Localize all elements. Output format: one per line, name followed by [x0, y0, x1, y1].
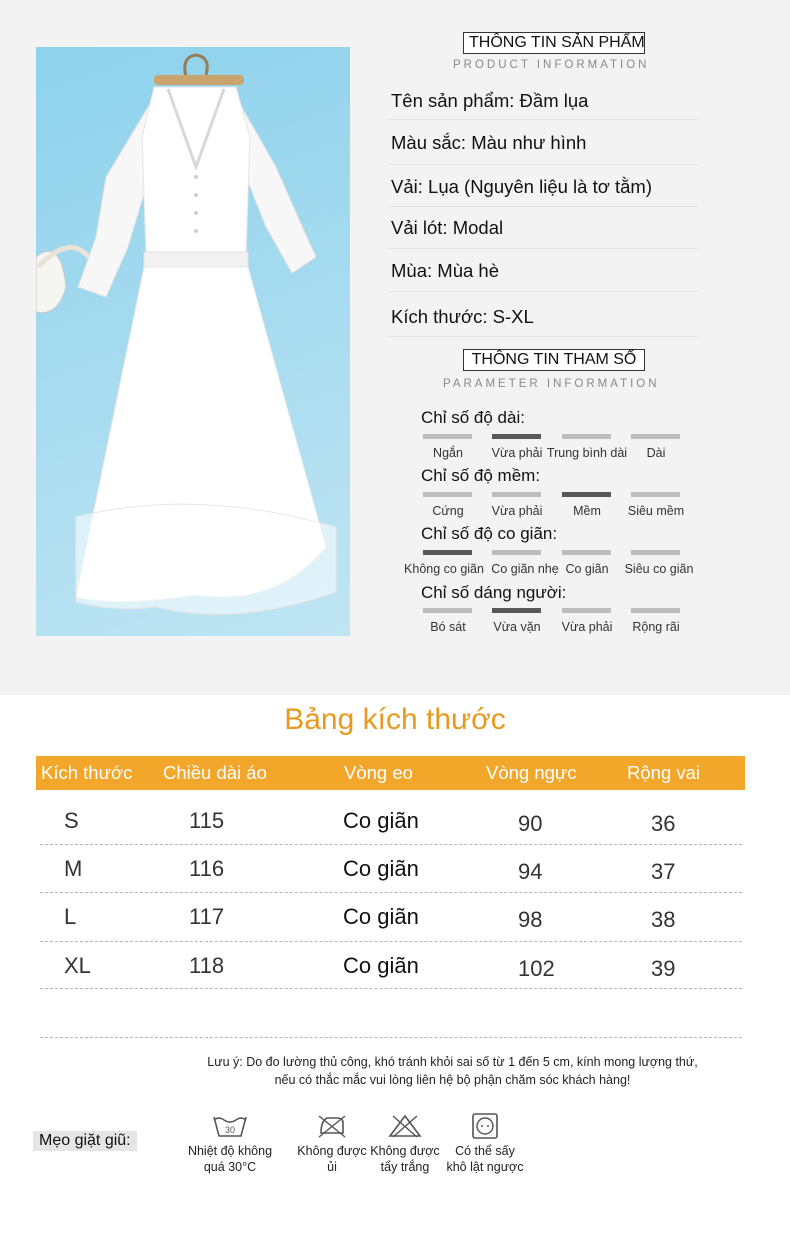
size-table-header: [36, 756, 745, 790]
scale-option: Co giãn: [565, 562, 609, 576]
info-row-name: [391, 89, 699, 113]
note-line-1: Lưu ý: Do đo lường thủ công, khó tránh khỏi sai số từ 1 đến 5 cm, kính mong lượng thứ,: [207, 1055, 698, 1069]
product-info-subtitle: PRODUCT INFORMATION: [453, 59, 650, 71]
scale-option: Vừa phải: [561, 620, 613, 634]
divider: [388, 336, 699, 337]
row-divider: [40, 988, 742, 989]
scale-bar: [423, 550, 472, 555]
product-info-title: THÔNG TIN SẢN PHẨM: [463, 32, 645, 54]
no-bleach-icon: [386, 1113, 424, 1139]
row-divider: [40, 844, 742, 845]
info-label: Kích thước:: [391, 306, 488, 327]
scale-option: Mềm: [573, 504, 601, 518]
row-divider: [40, 941, 742, 942]
table-cell: 98: [518, 907, 543, 932]
table-cell: 36: [651, 811, 676, 836]
row-divider: [40, 1037, 742, 1038]
scale-bar: [492, 608, 541, 613]
wash-temp: 30: [224, 1125, 236, 1135]
info-label: Vải lót:: [391, 217, 448, 238]
header-bust: Vòng ngực: [486, 762, 577, 783]
scale-option: Cứng: [432, 504, 464, 518]
info-value: Đầm lụa: [519, 90, 589, 111]
info-value: Modal: [452, 217, 504, 238]
info-row-color: [391, 131, 699, 155]
info-value: Lụa (Nguyên liệu là tơ tằm): [428, 176, 652, 197]
table-cell: L: [64, 904, 77, 929]
table-cell: 39: [651, 956, 676, 981]
care-line: khô lật ngược: [446, 1160, 524, 1174]
param-label-softness: Chỉ số độ mềm:: [421, 466, 541, 485]
info-label: Tên sản phẩm:: [391, 90, 515, 111]
care-label: Mẹo giặt giũ:: [33, 1131, 137, 1151]
care-text: [187, 1143, 273, 1175]
table-cell: 90: [518, 811, 543, 836]
scale-option: Trung bình dài: [546, 446, 628, 460]
info-row-season: [391, 259, 699, 283]
table-cell: Co giãn: [343, 904, 419, 929]
scale-bar: [562, 608, 611, 613]
table-cell: Co giãn: [343, 856, 419, 881]
care-item-dry: [442, 1113, 528, 1175]
header-shoulder: Rộng vai: [627, 762, 701, 783]
care-line: Có thể sấy: [455, 1144, 515, 1158]
table-cell: 102: [518, 956, 555, 981]
header-length: Chiều dài áo: [163, 762, 267, 783]
scale-option: Siêu mềm: [627, 504, 685, 518]
info-row-fabric: [391, 175, 699, 199]
scale-bar: [631, 608, 680, 613]
scale-option: Co giãn nhẹ: [491, 562, 559, 576]
scale-option: Ngắn: [433, 446, 463, 460]
scale-bar: [492, 492, 541, 497]
care-item-wash: [187, 1113, 273, 1175]
table-cell: 118: [189, 953, 225, 978]
table-cell: XL: [64, 953, 91, 978]
scale-bar: [562, 434, 611, 439]
info-value: Mùa hè: [437, 260, 499, 281]
param-info-subtitle: PARAMETER INFORMATION: [443, 378, 660, 390]
scale-bar: [423, 492, 472, 497]
header-size: Kích thước: [41, 762, 133, 783]
care-text: [442, 1143, 528, 1175]
scale-bar: [562, 550, 611, 555]
table-cell: Co giãn: [343, 808, 419, 833]
table-cell: 37: [651, 859, 676, 884]
scale-option: Vừa phải: [491, 504, 543, 518]
scale-option: Siêu co giãn: [624, 562, 694, 576]
table-cell: S: [64, 808, 79, 833]
param-label-fit: Chỉ số dáng người:: [421, 583, 567, 602]
care-line: tẩy trắng: [380, 1160, 430, 1174]
product-photo: [36, 47, 350, 636]
scale-bar: [631, 550, 680, 555]
info-row-size: [391, 305, 699, 329]
note-line-2: nếu có thắc mắc vui lòng liên hệ bộ phận chăm sóc khách hàng!: [274, 1073, 631, 1087]
info-value: Màu như hình: [471, 132, 587, 153]
param-label-length: Chỉ số độ dài:: [421, 408, 525, 427]
scale-option: Bó sát: [430, 620, 466, 634]
divider: [388, 248, 699, 249]
care-line: ủi: [327, 1160, 337, 1174]
table-cell: Co giãn: [343, 953, 419, 978]
info-label: Mùa:: [391, 260, 433, 281]
care-text: [362, 1143, 448, 1175]
table-cell: 115: [189, 808, 225, 833]
size-table-heading: Bảng kích thước: [284, 703, 506, 736]
info-label: Vải:: [391, 176, 423, 197]
tumble-dry-icon: [466, 1113, 504, 1139]
scale-bar: [423, 434, 472, 439]
scale-option: Rộng rãi: [632, 620, 680, 634]
info-label: Màu sắc:: [391, 132, 467, 153]
table-cell: 94: [518, 859, 543, 884]
table-cell: 117: [189, 904, 225, 929]
scale-option: Vừa phải: [491, 446, 543, 460]
scale-option: Dài: [646, 446, 666, 460]
scale-bar: [631, 434, 680, 439]
scale-option: Không co giãn: [404, 562, 484, 576]
care-line: Nhiệt độ không: [187, 1144, 273, 1158]
scale-bar: [631, 492, 680, 497]
divider: [388, 164, 699, 165]
divider: [388, 119, 699, 120]
scale-bar: [423, 608, 472, 613]
table-cell: M: [64, 856, 83, 881]
scale-option: Vừa vặn: [493, 620, 541, 634]
info-row-lining: [391, 216, 699, 240]
care-line: quá 30°C: [203, 1160, 257, 1174]
wash-30-icon: [211, 1113, 249, 1139]
no-iron-icon: [313, 1113, 351, 1139]
scale-bar: [562, 492, 611, 497]
param-info-title: THÔNG TIN THAM SỐ: [463, 349, 645, 371]
row-divider: [40, 892, 742, 893]
care-line: Không được: [370, 1144, 440, 1158]
table-cell: 38: [651, 907, 676, 932]
header-waist: Vòng eo: [344, 762, 413, 783]
info-value: S-XL: [492, 306, 534, 327]
param-label-stretch: Chỉ số độ co giãn:: [421, 524, 558, 543]
care-line: Không được: [297, 1144, 367, 1158]
scale-bar: [492, 550, 541, 555]
divider: [388, 206, 699, 207]
table-cell: 116: [189, 856, 225, 881]
measurement-note: [160, 1053, 745, 1089]
care-item-bleach: [362, 1113, 448, 1175]
divider: [388, 291, 699, 292]
scale-bar: [492, 434, 541, 439]
